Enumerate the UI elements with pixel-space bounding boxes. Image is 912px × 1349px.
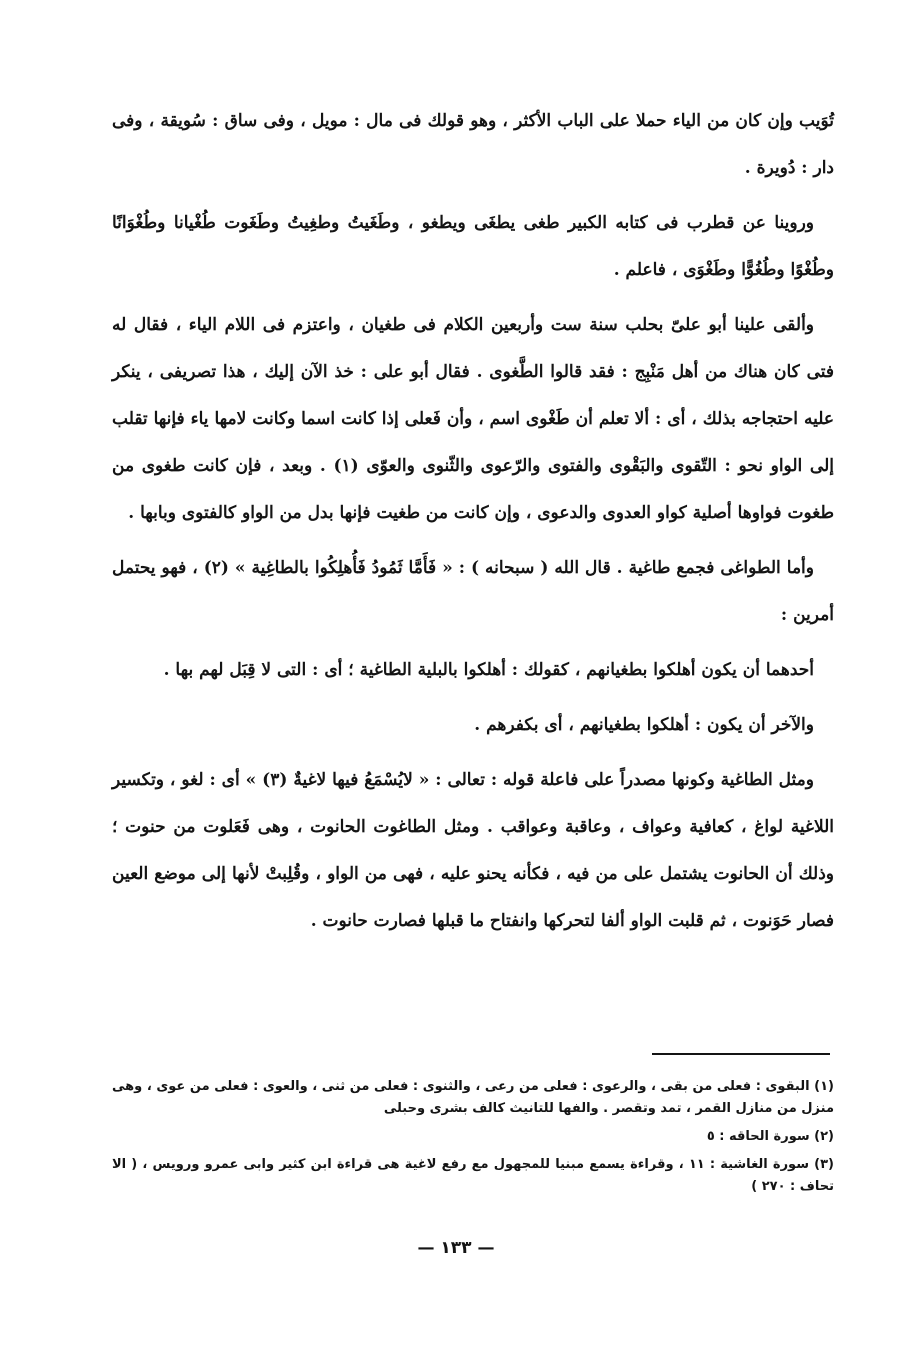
- paragraph-3: وألقى علينا أبو علىّ بحلب سنة ست وأربعين الكلام فى طغيان ، واعتزم فى اللام الياء ، فقال له فتى كان هناك من أهل مَنْبِج : فقد قالوا الطَّغوى . فقال أبو على : خذ الآن إليك ، هذا تصريفى ، ينكر عليه احتجاجه بذلك ، أى : ألا تعلم أن طَغْوى اسم ، وأن فَعلى إذا كانت اسما وكانت لامها ياء فإنها تقلب إلى الواو نحو : التّقوى والبَقْوى والفتوى والرّعوى والثّنوى والعوّى (١) . وبعد ، فإن كانت طغوى من طغوت فواوها أصلية كواو العدوى والدعوى ، وإن كانت من طغيت فإنها بدل من الواو كالفتوى وبابها .: [112, 315, 834, 523]
- paragraph-7: ومثل الطاغية وكونها مصدراً على فاعلة قوله : تعالى : « لايُسْمَعُ فيها لاغيةٌ (٣) » أى : لغو ، وتكسير اللاغية لواغ ، كعافية وعواف ، وعاقبة وعواقب . ومثل الطاغوت الحانوت ، وهى فَعَلوت من حنوت ؛ وذلك أن الحانوت يشتمل على من فيه ، فكأنه يحنو عليه ، فهى من الواو ، وقُلِبتْ لأنها إلى موضع العين فصار حَوَنوت ، ثم قلبت الواو ألفا لتحركها وانفتاح ما قبلها فصارت حانوت .: [112, 770, 834, 931]
- paragraph-2: وروينا عن قطرب فى كتابه الكبير طغى يطغَى ويطغو ، وطَغَيتُ وطغِيتُ وطَغَوت طُغْيانا وطُغْوَانًا وطُغْوًا وطُغُوًّا وطَغْوَى ، فاعلم .: [112, 213, 834, 280]
- footnote-separator: [652, 1053, 830, 1055]
- paragraph-6: والآخر أن يكون : أهلكوا بطغيانهم ، أى بكفرهم .: [474, 715, 814, 735]
- page-number: — ١٣٣ —: [417, 1238, 495, 1258]
- paragraph-1: تُوَيب وإن كان من الياء حملا على الباب الأكثر ، وهو قولك فى مال : مويل ، وفى ساق : سُويقة ، وفى دار : دُويرة .: [112, 111, 834, 178]
- footnote-3: (٣) سورة الغاشية : ١١ ، وقراءة يسمع مبنيا للمجهول مع رفع لاغية هى قراءة ابن كثير وابى عمرو ورويس ، ( الا تحاف : ٢٧٠ ): [112, 1157, 834, 1194]
- footnote-1: (١) البقوى : فعلى من بقى ، والرعوى : فعلى من رعى ، والثنوى : فعلى من ثنى ، والعوى : فعلى من عوى ، وهى منزل من منازل القمر ، تمد وتقصر . والفها للتانيث كالف بشرى وحبلى: [112, 1079, 834, 1116]
- footnotes: [112, 1076, 834, 1204]
- main-text: [112, 98, 834, 953]
- footnote-2: (٢) سورة الحاقه : ٥: [706, 1129, 834, 1144]
- paragraph-4: وأما الطواغى فجمع طاغية . قال الله ( سبحانه ) : « فَأَمَّا ثَمُودُ فَأُهلِكُوا بالطاغِية » (٢) ، فهو يحتمل أمرين :: [112, 558, 834, 625]
- paragraph-5: أحدهما أن يكون أهلكوا بطغيانهم ، كقولك : أهلكوا بالبلية الطاغية ؛ أى : التى لا قِبَل لهم بها .: [163, 660, 814, 680]
